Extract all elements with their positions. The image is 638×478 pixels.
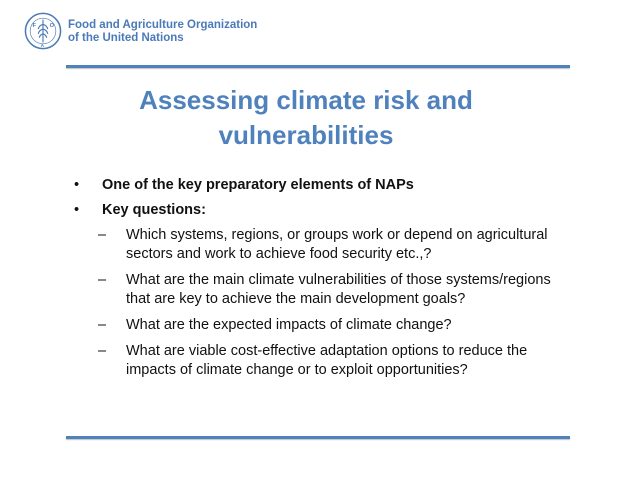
svg-text:O: O [49, 23, 55, 30]
subbullet-item [72, 342, 572, 380]
title-line-1: Assessing climate risk and [139, 85, 473, 115]
subbullet-text: What are viable cost-effective adaptation options to reduce the impacts of climate change or to exploit opportunities? [126, 343, 528, 378]
bullet-marker: • [74, 177, 80, 193]
subbullet-marker: – [98, 317, 107, 333]
bullet-text: Key questions: [102, 202, 206, 218]
subbullet-text: What are the main climate vulnerabilities of those systems/regions that are key to achieve the main development goals? [126, 272, 551, 307]
subbullet-item [72, 316, 572, 335]
top-divider [66, 65, 570, 68]
bullet-item [72, 201, 572, 219]
subbullet-text: Which systems, regions, or groups work or depend on agricultural sectors and work to achieve food security etc.,? [126, 227, 548, 262]
bottom-divider [66, 436, 570, 439]
bullet-text: One of the key preparatory elements of NAPs [102, 177, 414, 193]
subbullet-item [72, 271, 572, 309]
bullet-list [72, 176, 572, 387]
org-line-2: of the United Nations [68, 32, 184, 44]
svg-text:F: F [32, 23, 37, 30]
fao-logo [24, 12, 62, 50]
slide-title [66, 83, 546, 153]
bullet-item [72, 176, 572, 194]
subbullet-text: What are the expected impacts of climate change? [126, 317, 452, 333]
subbullet-marker: – [98, 343, 107, 359]
subbullet-item [72, 226, 572, 264]
title-line-2: vulnerabilities [218, 120, 394, 150]
organization-name [68, 19, 257, 45]
subbullet-marker: – [98, 272, 107, 288]
org-line-1: Food and Agriculture Organization [68, 19, 258, 31]
subbullet-marker: – [98, 227, 107, 243]
svg-text:A: A [40, 44, 45, 50]
bullet-marker: • [74, 202, 80, 218]
